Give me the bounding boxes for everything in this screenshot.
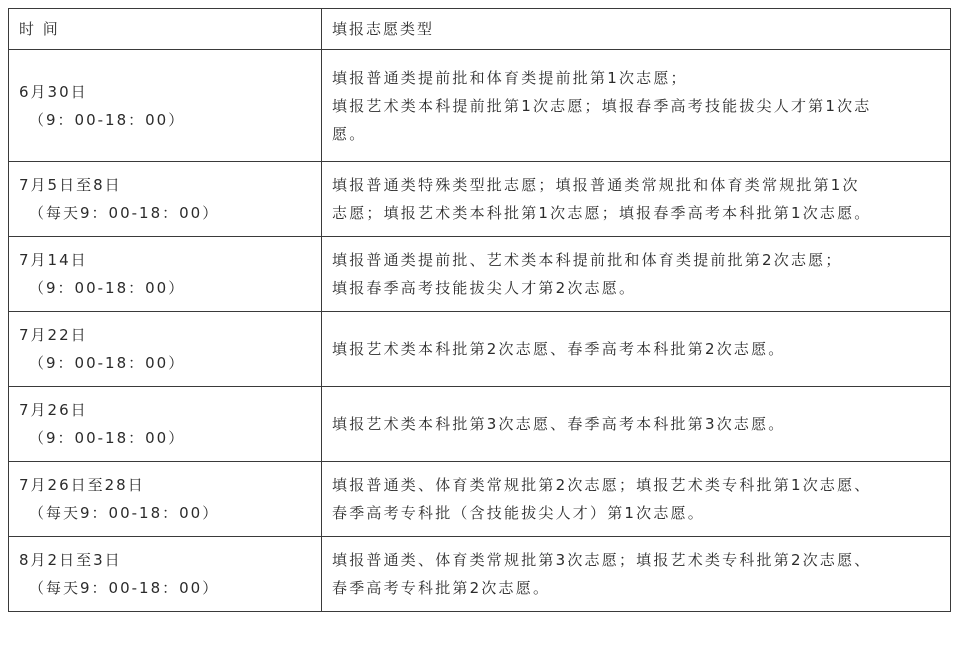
time-cell xyxy=(9,162,322,237)
type-text-line: 填报艺术类本科批第2次志愿、春季高考本科批第2次志愿。 xyxy=(332,340,786,358)
time-cell xyxy=(9,50,322,162)
type-cell xyxy=(322,162,951,237)
time-cell xyxy=(9,312,322,387)
date-text: 8月2日至3日 xyxy=(19,551,122,569)
table-row xyxy=(9,162,951,237)
type-text-line: 春季高考专科批（含技能拔尖人才）第1次志愿。 xyxy=(332,504,705,522)
header-time: 时 间 xyxy=(9,9,322,50)
type-cell xyxy=(322,387,951,462)
hours-text: （每天9：00-18：00） xyxy=(29,204,220,222)
table-header-row xyxy=(9,9,951,50)
type-text-line: 填报普通类特殊类型批志愿；填报普通类常规批和体育类常规批第1次 xyxy=(332,176,860,194)
type-cell xyxy=(322,462,951,537)
time-cell xyxy=(9,537,322,612)
date-text: 7月26日 xyxy=(19,401,88,419)
type-text-line: 志愿；填报艺术类本科批第1次志愿；填报春季高考本科批第1次志愿。 xyxy=(332,204,872,222)
type-text-line: 填报普通类提前批和体育类提前批第1次志愿； xyxy=(332,68,688,87)
type-text-line: 填报普通类、体育类常规批第3次志愿；填报艺术类专科批第2次志愿、 xyxy=(332,551,872,569)
type-text-line: 填报普通类、体育类常规批第2次志愿；填报艺术类专科批第1次志愿、 xyxy=(332,476,872,494)
date-text: 7月5日至8日 xyxy=(19,176,122,194)
type-text-line: 春季高考专科批第2次志愿。 xyxy=(332,579,551,597)
volunteer-schedule-table xyxy=(8,8,951,612)
type-text-line: 填报艺术类本科批第3次志愿、春季高考本科批第3次志愿。 xyxy=(332,415,786,433)
header-type: 填报志愿类型 xyxy=(322,9,951,50)
type-cell xyxy=(322,537,951,612)
hours-text: （每天9：00-18：00） xyxy=(29,504,220,522)
table-row xyxy=(9,237,951,312)
type-text-line: 填报春季高考技能拔尖人才第2次志愿。 xyxy=(332,279,637,297)
table-row xyxy=(9,462,951,537)
hours-text: （9：00-18：00） xyxy=(29,354,186,372)
type-text-line: 填报普通类提前批、艺术类本科提前批和体育类提前批第2次志愿； xyxy=(332,251,843,269)
hours-text: （9：00-18：00） xyxy=(29,279,186,297)
date-text: 7月22日 xyxy=(19,326,88,344)
table-row xyxy=(9,537,951,612)
table-row xyxy=(9,50,951,162)
date-text: 6月30日 xyxy=(19,82,88,101)
type-cell xyxy=(322,50,951,162)
time-cell xyxy=(9,387,322,462)
hours-text: （9：00-18：00） xyxy=(29,110,186,129)
hours-text: （9：00-18：00） xyxy=(29,429,186,447)
type-cell xyxy=(322,312,951,387)
hours-text: （每天9：00-18：00） xyxy=(29,579,220,597)
type-text-line: 愿。 xyxy=(332,124,367,143)
type-cell xyxy=(322,237,951,312)
date-text: 7月26日至28日 xyxy=(19,476,145,494)
time-cell xyxy=(9,462,322,537)
date-text: 7月14日 xyxy=(19,251,88,269)
time-cell xyxy=(9,237,322,312)
table-row xyxy=(9,387,951,462)
type-text-line: 填报艺术类本科提前批第1次志愿；填报春季高考技能拔尖人才第1次志 xyxy=(332,96,872,115)
table-row xyxy=(9,312,951,387)
